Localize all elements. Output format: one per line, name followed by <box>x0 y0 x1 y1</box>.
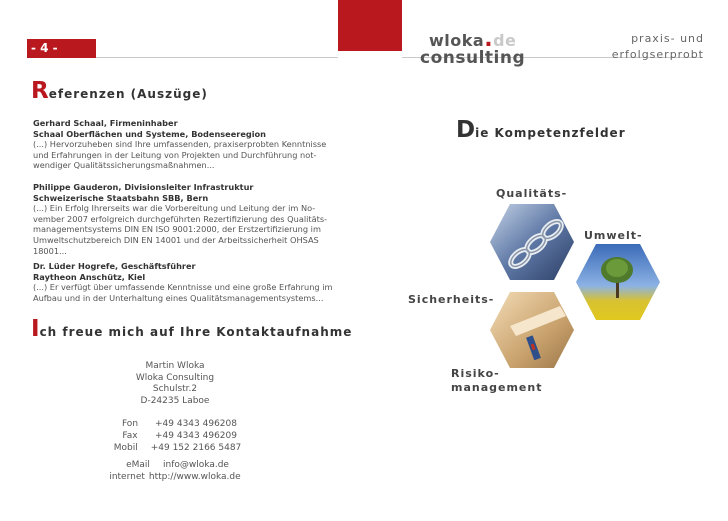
fax-row <box>60 431 290 443</box>
references-heading-initial: R <box>31 78 49 104</box>
mobile-value: +49 152 2166 5487 <box>150 442 242 453</box>
header-accent-tab <box>338 0 402 51</box>
tagline-line-2: erfolgserprobt <box>611 48 704 61</box>
contact-city: D-24235 Laboe <box>140 395 210 406</box>
reference-name: Gerhard Schaal, Firmeninhaber <box>33 118 178 128</box>
references-heading-text: eferenzen (Auszüge) <box>48 87 208 101</box>
competence-label-environment: Umwelt- <box>584 229 643 242</box>
reference-item <box>33 261 343 303</box>
internet-label: internet <box>109 471 145 482</box>
logo-tld: de <box>493 31 517 50</box>
safety-tools-image <box>490 292 574 368</box>
reference-name: Philippe Gauderon, Divisionsleiter Infrastruktur <box>33 182 254 192</box>
reference-item <box>33 182 343 256</box>
phone-row <box>60 419 290 431</box>
competence-label-quality: Qualitäts- <box>496 187 568 200</box>
phone-value: +49 4343 496208 <box>155 419 237 430</box>
risk-label-line-1: Risiko- <box>451 367 500 380</box>
reference-text: (...) Er verfügt über umfassende Kenntnisse und eine große Erfahrung im Aufbau und in der Unterhaltung eines Qualitätsmanagementsystems... <box>33 282 333 303</box>
email-label: eMail <box>126 460 150 471</box>
competence-label-safety: Sicherheits- <box>408 293 495 306</box>
competences-heading <box>456 117 626 143</box>
email-link[interactable]: info@wloka.de <box>163 460 229 471</box>
reference-company: Schweizerische Staatsbahn SBB, Bern <box>33 192 209 203</box>
contact-company: Wloka Consulting <box>135 372 215 383</box>
references-heading <box>31 78 208 104</box>
competence-hexagons <box>470 196 670 376</box>
contact-name: Martin Wloka <box>145 361 205 371</box>
quality-chain-image <box>490 204 574 280</box>
contact-address-block <box>60 361 290 483</box>
header-divider-left <box>96 57 338 58</box>
contact-heading-text: ch freue mich auf Ihre Kontaktaufnahme <box>39 325 353 339</box>
risk-label-line-2: management <box>451 381 543 394</box>
fax-label: Fax <box>122 430 138 441</box>
reference-name: Dr. Lüder Hogrefe, Geschäftsführer <box>33 261 196 271</box>
logo-dot: . <box>484 27 494 52</box>
reference-text: (...) Ein Erfolg Ihrerseits war die Vorbereitung und Leitung der im No-vember 2007 erfolgreich durchgeführten Rezertifizierung des Qualitäts-managementsystems DIN EN ISO 9001:2000, der Erstzertifizierung im Umweltschutzbereich DIN EN 14001 und der Arbeitssicherheit OHSAS 18001... <box>33 203 328 256</box>
fax-value: +49 4343 496209 <box>155 430 237 441</box>
email-row <box>60 460 290 472</box>
website-link[interactable]: http://www.wloka.de <box>148 471 241 482</box>
reference-company: Raytheon Anschütz, Kiel <box>33 271 146 282</box>
environment-tree-image <box>576 244 660 320</box>
logo-word-consulting: consulting <box>420 48 526 68</box>
phone-label: Fon <box>121 419 139 430</box>
tagline-line-1: praxis- und <box>631 32 704 45</box>
competence-label-risk <box>451 367 543 395</box>
reference-item <box>33 118 343 171</box>
contact-heading-initial: I <box>31 316 40 342</box>
reference-text: (...) Hervorzuheben sind Ihre umfassenden, praxiserprobten Kenntnisse und Erfahrungen in der Leitung von Projekten und Durchführung not-wendiger Qualitätssicherungsmaßnahmen... <box>33 139 327 171</box>
contact-street: Schulstr.2 <box>152 384 198 395</box>
reference-company: Schaal Oberflächen und Systeme, Bodenseeregion <box>33 128 266 139</box>
mobile-label: Mobil <box>113 442 138 453</box>
competences-heading-initial: D <box>456 117 476 143</box>
logo-word-wloka: wloka <box>429 31 485 50</box>
competences-heading-text: ie Kompetenzfelder <box>475 126 626 140</box>
mobile-row <box>60 443 290 455</box>
internet-row <box>60 472 290 484</box>
page-number: - 4 - <box>27 39 96 58</box>
contact-heading <box>31 316 352 342</box>
